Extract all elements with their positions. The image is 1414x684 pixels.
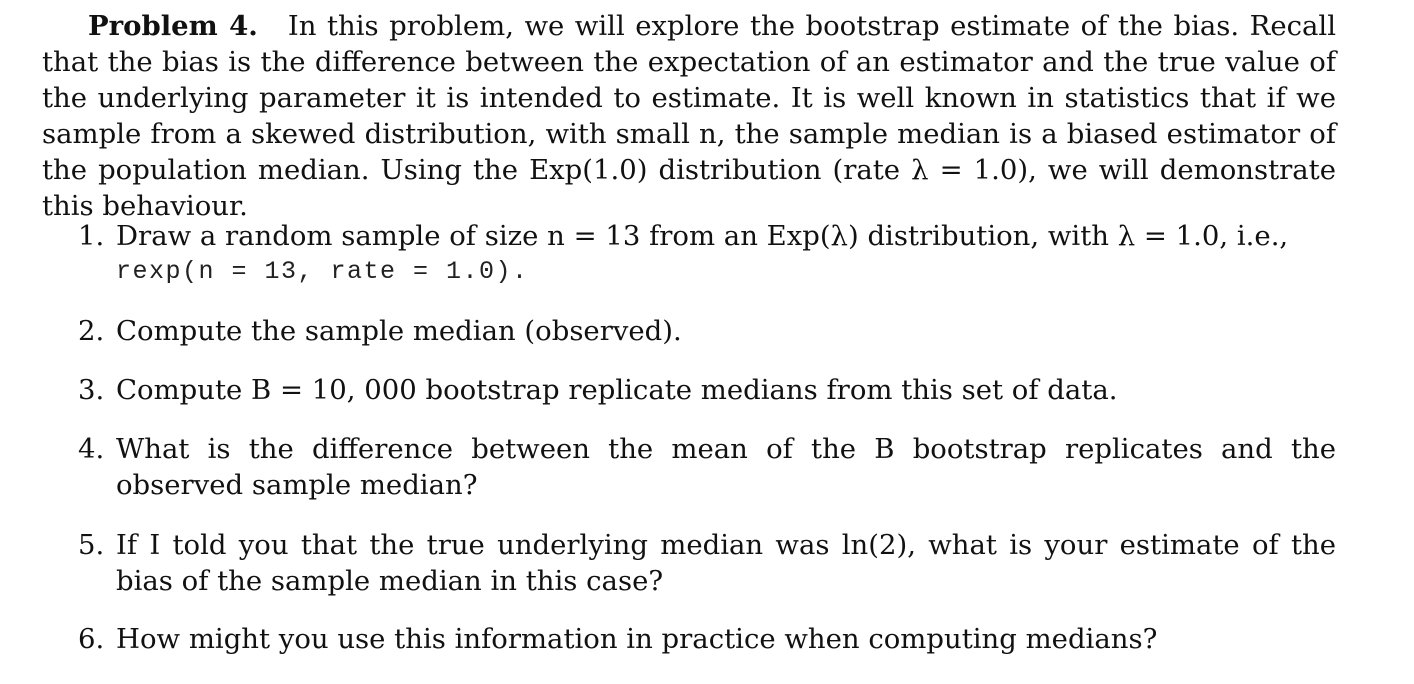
step-text: What is the difference between the mean of the B bootstrap replicates and the observed sample median?: [116, 433, 1336, 501]
step-item-6: [78, 621, 1336, 657]
step-number: 1.: [78, 220, 105, 252]
step-text: How might you use this information in practice when computing medians?: [116, 623, 1158, 655]
problem-label: Problem 4.: [88, 10, 258, 42]
step-text: Compute the sample median (observed).: [116, 315, 682, 347]
step-number: 6.: [78, 623, 105, 655]
problem-page: [42, 8, 1336, 224]
step-number: 5.: [78, 529, 105, 561]
step-item-4: [78, 431, 1336, 503]
step-number: 3.: [78, 374, 105, 406]
step-number: 2.: [78, 315, 105, 347]
problem-intro-paragraph: [42, 8, 1336, 224]
step-code: rexp(n = 13, rate = 1.0).: [116, 257, 529, 286]
step-item-5: [78, 527, 1336, 599]
step-text: Draw a random sample of size n = 13 from an Exp(λ) distribution, with λ = 1.0, i.e.,: [116, 220, 1289, 252]
step-text: Compute B = 10, 000 bootstrap replicate medians from this set of data.: [116, 374, 1118, 406]
step-item-1: [78, 218, 1336, 290]
step-item-3: [78, 372, 1336, 408]
step-text: If I told you that the true underlying median was ln(2), what is your estimate of the bias of the sample median in this case?: [116, 529, 1336, 597]
step-item-2: [78, 313, 1336, 349]
problem-intro-text: In this problem, we will explore the bootstrap estimate of the bias. Recall that the bias is the difference between the expectation of an estimator and the true value of the underlying parameter it is intended to estimate. It is well known in statistics that if we sample from a skewed distribution, with small n, the sample median is a biased estimator of the population median. Using the Exp(1.0) distribution (rate λ = 1.0), we will demonstrate this behaviour.: [42, 10, 1337, 222]
step-number: 4.: [78, 433, 105, 465]
